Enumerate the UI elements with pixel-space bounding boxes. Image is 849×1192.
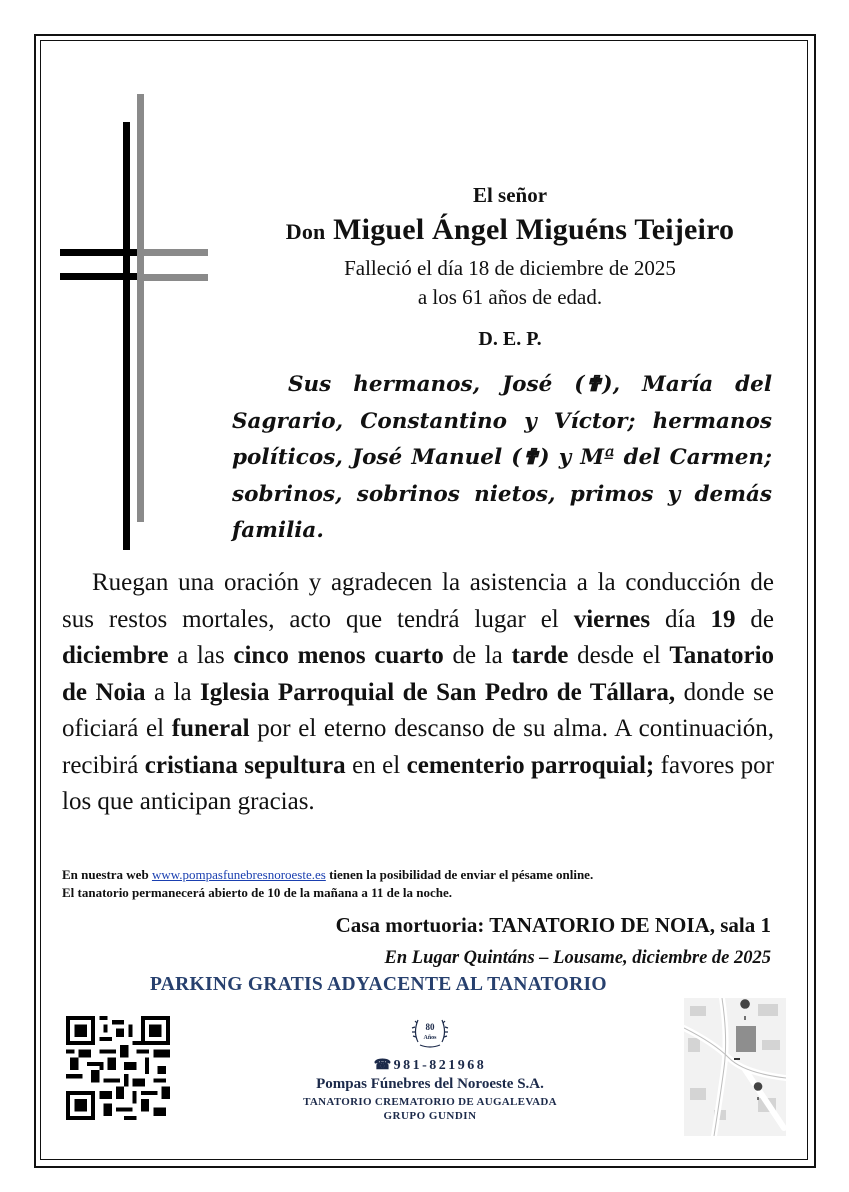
name-text: Miguel Ángel Miguéns Teijeiro xyxy=(333,213,735,246)
parking-note: PARKING GRATIS ADYACENTE AL TANATORIO xyxy=(150,974,607,995)
company-line-2: GRUPO GUNDIN xyxy=(383,1110,477,1122)
death-date: Falleció el día 18 de diciembre de 2025 xyxy=(344,256,676,280)
place-date: En Lugar Quintáns – Lousame, diciembre de 2025 xyxy=(384,948,771,968)
web-note: En nuestra web www.pompasfunebresnoroeste.es tienen la posibilidad de enviar el pésame online. El tanatorio permanecerá abierto de 10 de la mañana a 11 de la noche. xyxy=(62,866,776,902)
website-link[interactable]: www.pompasfunebresnoroeste.es xyxy=(151,867,326,882)
funeral: funeral xyxy=(171,715,250,742)
church: Iglesia Parroquial de San Pedro de Tállara, xyxy=(200,678,676,706)
badge-number: 80 xyxy=(425,1022,435,1032)
origin: Tanatorio de Noia xyxy=(62,642,775,706)
dep-label: D. E. P. xyxy=(478,328,542,350)
title-label: El señor xyxy=(472,183,548,207)
casa-mortuoria: Casa mortuoria: TANATORIO DE NOIA, sala 1 xyxy=(335,913,771,937)
phone-number[interactable]: ☎981-821968 xyxy=(373,1058,487,1073)
qr-code-icon xyxy=(66,1016,170,1120)
burial: cristiana sepultura xyxy=(144,751,346,779)
period: tarde xyxy=(511,642,569,669)
day-name: viernes xyxy=(573,605,651,633)
hours-note: El tanatorio permanecerá abierto de 10 de la mañana a 11 de la noche. xyxy=(62,885,452,900)
month: diciembre xyxy=(62,642,169,669)
family-paragraph xyxy=(232,367,772,550)
deceased-name xyxy=(232,213,788,247)
cemetery: cementerio parroquial; xyxy=(406,751,655,779)
phone-icon: ☎ xyxy=(373,1058,394,1073)
map-icon xyxy=(684,998,786,1136)
footer xyxy=(270,1012,590,1122)
ceremony-paragraph: Ruegan una oración y agradecen la asistencia a la conducción de sus restos mortales, acto que tendrá lugar el viernes día 19 de diciembre a las cinco menos cuarto de la tarde desde el Tanatorio de Noia a la Iglesia Parroquial de San Pedro de Tállara, donde se oficiará el funeral por el eterno descanso de su alma. A continuación, recibirá cristiana sepultura en el cementerio parroquial; favores por los que anticipan gracias. xyxy=(62,569,775,815)
family-text: Sus hermanos, José (✟), María del Sagrario, Constantino y Víctor; hermanos políticos, José Manuel (✟) y Mª del Carmen; sobrinos, sobrinos nietos, primos y demás familia. xyxy=(232,372,772,543)
time: cinco menos cuarto xyxy=(233,642,444,669)
badge-word: Años xyxy=(423,1035,437,1041)
anniversary-badge-icon xyxy=(410,1012,450,1050)
name-prefix: Don xyxy=(285,219,326,244)
company-line-1: TANATORIO CREMATORIO DE AUGALEVADA xyxy=(303,1096,557,1108)
company-name: Pompas Fúnebres del Noroeste S.A. xyxy=(316,1076,544,1092)
age: a los 61 años de edad. xyxy=(417,285,603,309)
day-number: 19 xyxy=(710,605,736,633)
